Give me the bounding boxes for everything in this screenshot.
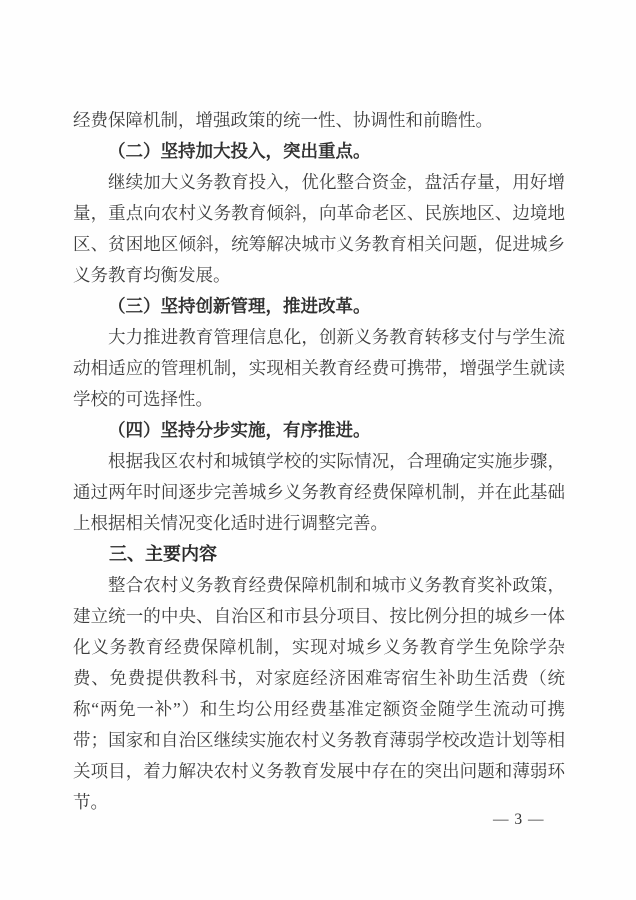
section-heading-4: （四）坚持分步实施，有序推进。 [108, 420, 371, 440]
section-heading-2: （二）坚持加大投入，突出重点。 [108, 141, 371, 161]
section-3-paragraph: 大力推进教育管理信息化，创新义务教育转移支付与学生流动相适应的管理机制，实现相关教育经费可携带，增强学生就读学校的可选择性。 [73, 327, 565, 409]
page-number: — 3 — [493, 811, 545, 828]
section-heading-3: （三）坚持创新管理，推进改革。 [108, 296, 371, 316]
part-heading-main-content: 三、主要内容 [109, 544, 217, 564]
section-4-paragraph: 根据我区农村和城镇学校的实际情况，合理确定实施步骤，通过两年时间逐步完善城乡义务教育经费保障机制，并在此基础上根据相关情况变化适时进行调整完善。 [73, 451, 565, 533]
document-body [73, 105, 565, 818]
paragraph-continuation: 经费保障机制，增强政策的统一性、协调性和前瞻性。 [73, 110, 493, 130]
main-content-paragraph: 整合农村义务教育经费保障机制和城市义务教育奖补政策，建立统一的中央、自治区和市县分项目、按比例分担的城乡一体化义务教育经费保障机制，实现对城乡义务教育学生免除学杂费、免费提供教科书，对家庭经济困难寄宿生补助生活费（统称“两免一补”）和生均公用经费基准定额资金随学生流动可携带；国家和自治区继续实施农村义务教育薄弱学校改造计划等相关项目，着力解决农村义务教育发展中存在的突出问题和薄弱环节。 [73, 575, 565, 812]
section-2-paragraph: 继续加大义务教育投入，优化整合资金，盘活存量，用好增量，重点向农村义务教育倾斜，向革命老区、民族地区、边境地区、贫困地区倾斜，统筹解决城市义务教育相关问题，促进城乡义务教育均衡发展。 [73, 172, 565, 285]
